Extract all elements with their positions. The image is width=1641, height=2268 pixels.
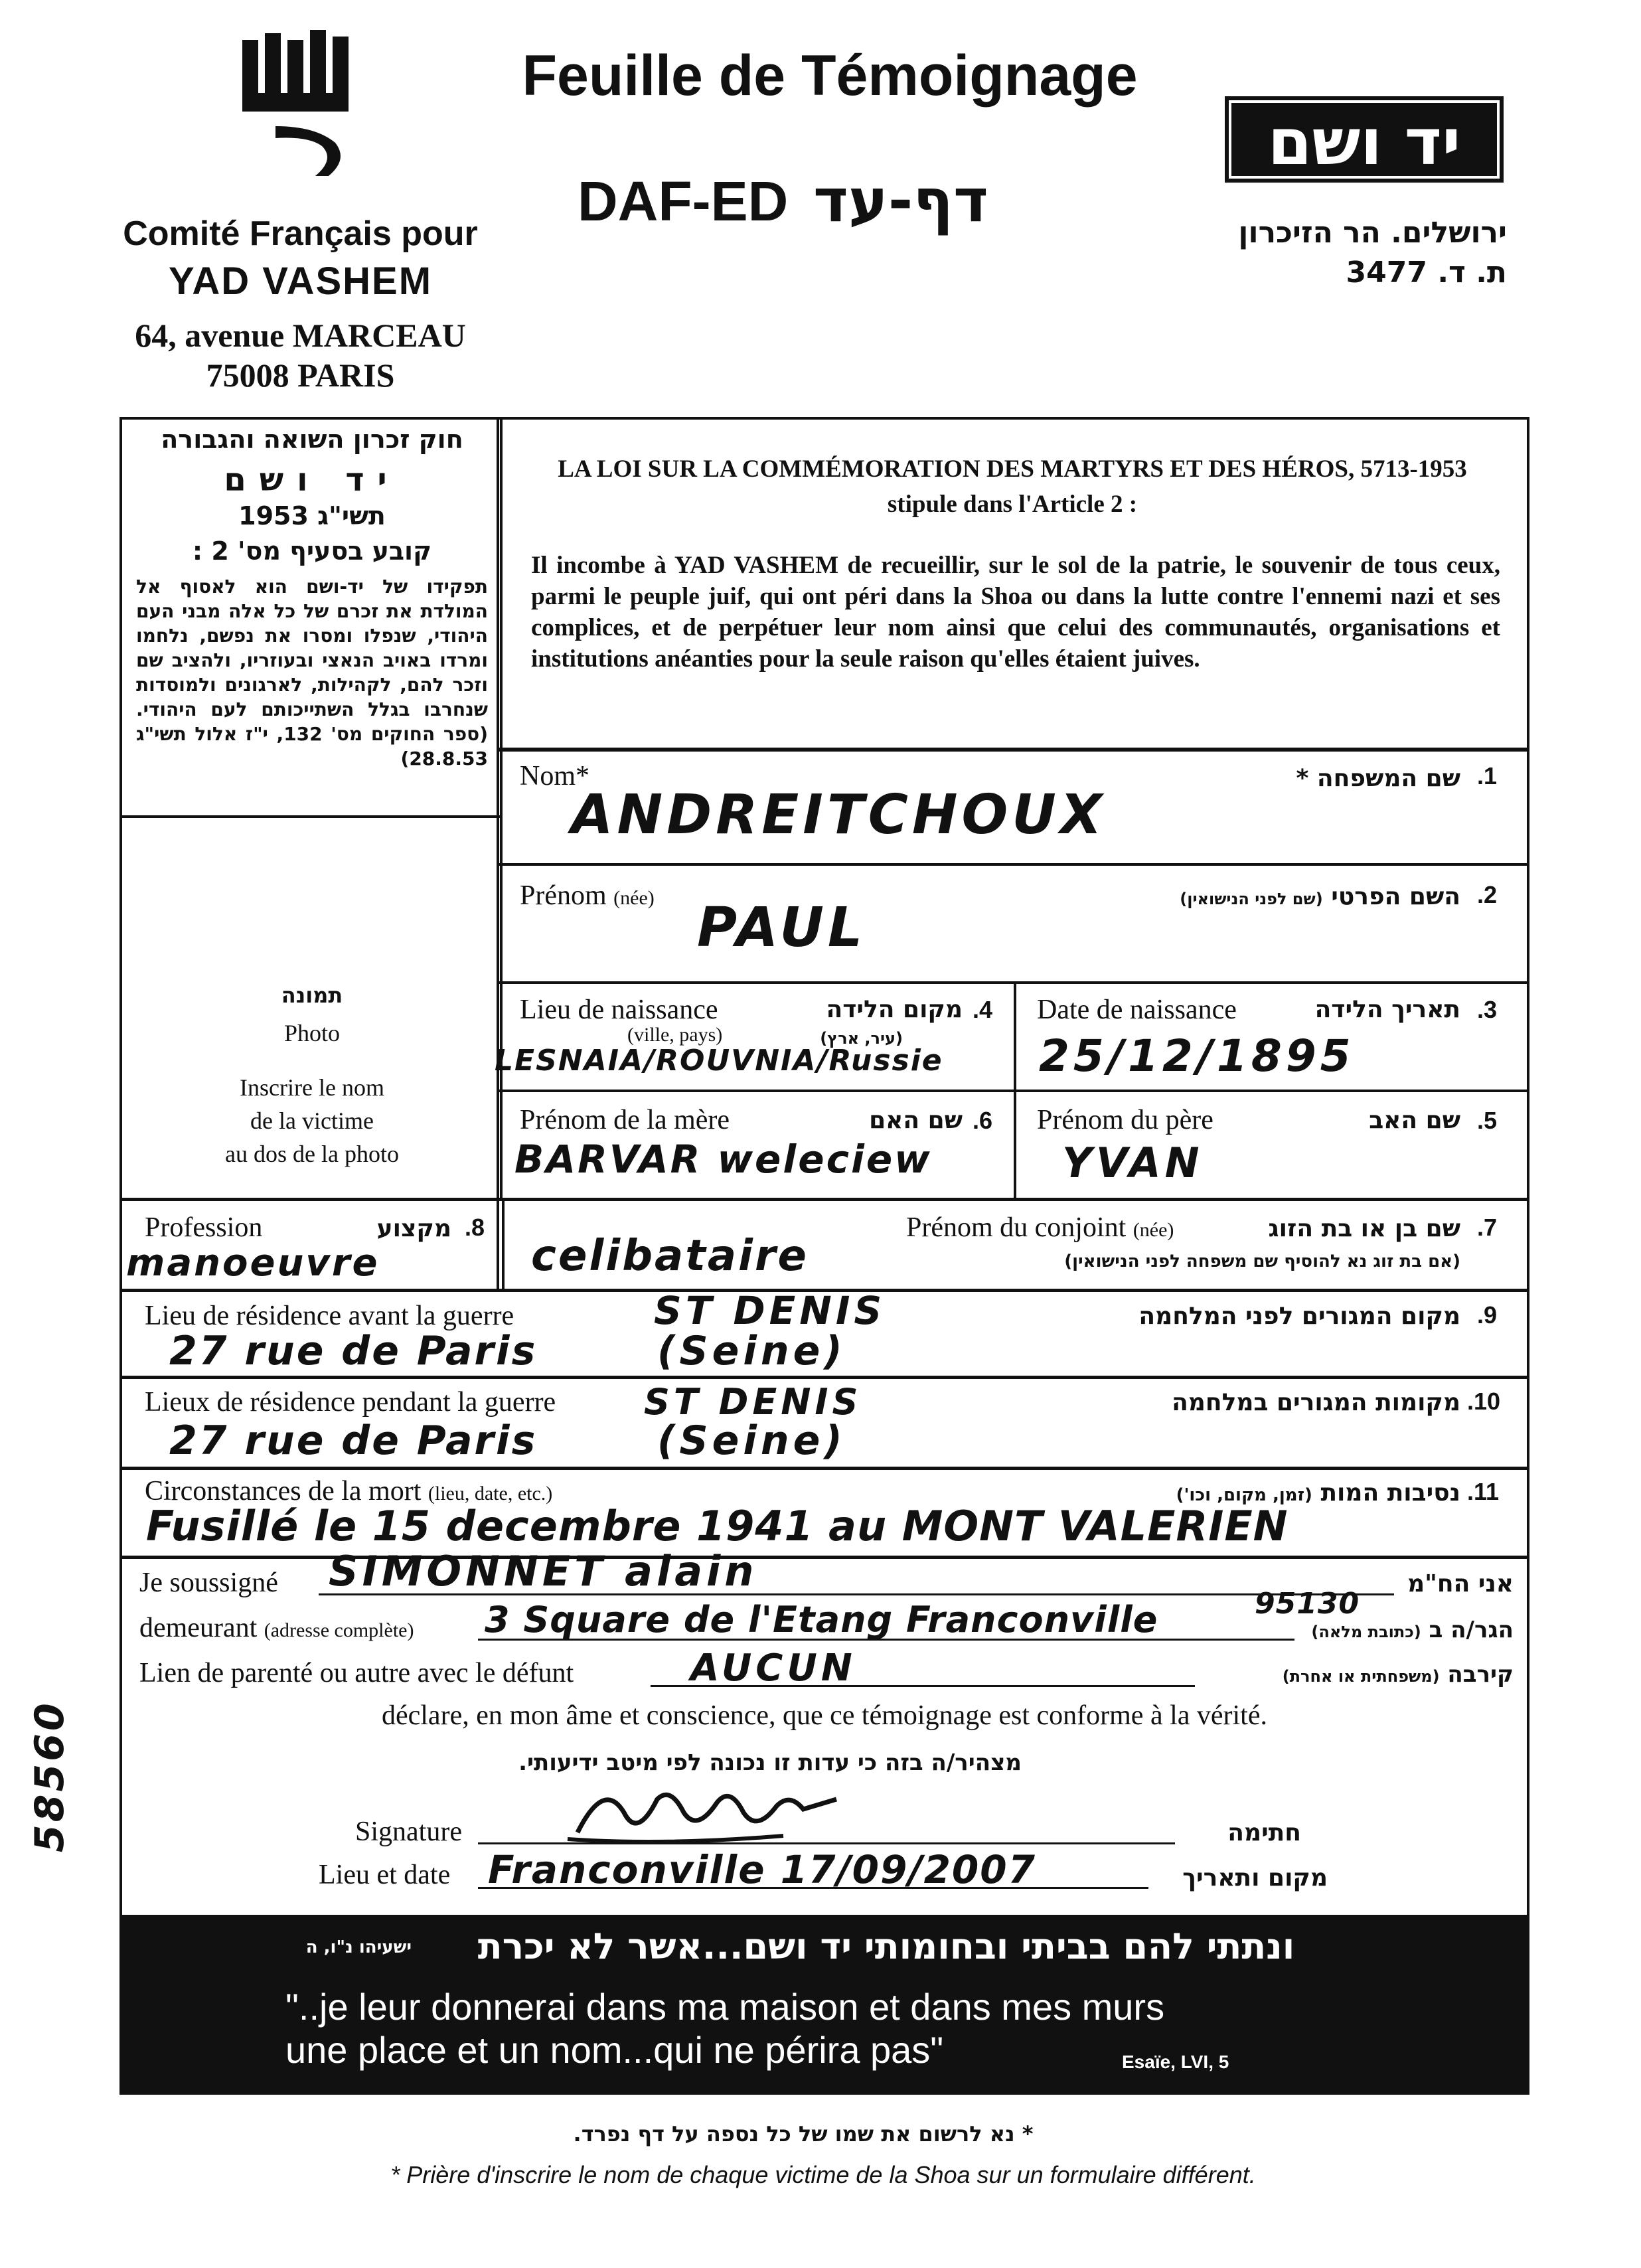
nom-value[interactable]: ANDREITCHOUX [571, 783, 1107, 847]
lieu-date-heb-label: מקום ותאריך [1182, 1864, 1328, 1892]
lieu-naissance-heb-sub: (עיר, ארץ) [820, 1029, 903, 1048]
signature-label: Signature [355, 1817, 462, 1847]
photo-label: Photo [283, 1020, 341, 1046]
law-heb-line2: יד ושם [224, 461, 400, 499]
conjoint-number: .7 [1477, 1214, 1498, 1241]
banner-fr-ref: Esaïe, LVI, 5 [1122, 2052, 1229, 2072]
menorah-logo-icon [236, 27, 368, 179]
circonstances-value[interactable]: Fusillé le 15 decembre 1941 au MONT VALERIEN [146, 1502, 1289, 1550]
prenom-value[interactable]: PAUL [697, 896, 867, 959]
lieu-naissance-sub: (ville, pays) [627, 1024, 723, 1046]
margin-number: 58560 [27, 1700, 73, 1852]
profession-label: Profession [145, 1212, 263, 1243]
residence-pendant-value3[interactable]: (Seine) [657, 1418, 846, 1464]
prenom-mere-number: .6 [973, 1107, 993, 1134]
lieu-naissance-label: Lieu de naissance [520, 995, 718, 1025]
photo-heb: תמונה [281, 983, 343, 1008]
banner-fr-line2: une place et un nom...qui ne périra pas" [285, 2029, 944, 2071]
law-french-subtitle: stipule dans l'Article 2 : [887, 491, 1138, 518]
subtitle-latin: DAF-ED [578, 170, 789, 232]
law-french-body: Il incombe à YAD VASHEM de recueillir, sur le sol de la patrie, le souvenir de tous ceux, parmi le peuple juif, qui ont péri dans la Shoa ou dans la lutte contre l'ennemi nazi et ses complices, et de perpétuer leur nom ainsi que celui des communautés, organisations et institutions anéanties pour la seule raison qu'elles étaient juives. [531, 552, 1500, 673]
lieu-naissance-heb-label: מקום הלידה [826, 996, 963, 1023]
residence-pendant-heb-label: מקומות המגורים במלחמה [1172, 1389, 1460, 1416]
org-line2: YAD VASHEM [168, 260, 433, 303]
signature-heb-label: חתימה [1227, 1819, 1301, 1846]
declare-heb: מצהיר/ה בזה כי עדות זו נכונה לפי מיטב ידיעותי. [518, 1749, 1022, 1776]
photo-note3: au dos de la photo [225, 1141, 399, 1167]
residence-avant-heb-label: מקום המגורים לפני המלחמה [1138, 1303, 1460, 1330]
signature-scribble[interactable] [564, 1773, 850, 1852]
prenom-number: .2 [1477, 881, 1498, 908]
photo-note1: Inscrire le nom [240, 1074, 384, 1101]
prenom-mere-heb-label: שם האם [869, 1107, 963, 1134]
residence-avant-label: Lieu de résidence avant la guerre [145, 1301, 514, 1331]
conjoint-heb-label: שם בן או בת הזוג [1268, 1215, 1460, 1242]
law-heb-line3: תשי"ג 1953 [238, 501, 386, 530]
residence-avant-number: .9 [1477, 1301, 1498, 1329]
org-line1: Comité Français pour [123, 214, 478, 253]
prenom-pere-value[interactable]: YVAN [1062, 1139, 1204, 1187]
residence-avant-value3[interactable]: (Seine) [657, 1328, 846, 1374]
prenom-heb-label: השם הפרטי (שם לפני הנישואין) [1180, 883, 1460, 910]
page-title: Feuille de Témoignage [522, 44, 1138, 108]
soussigne-value[interactable]: SIMONNET alain [329, 1547, 758, 1595]
date-naissance-label: Date de naissance [1037, 995, 1237, 1025]
nom-heb-label: שם המשפחה * [1296, 765, 1460, 792]
circonstances-heb-label: נסיבות המות (זמן, מקום, וכו') [1176, 1479, 1460, 1506]
banner-fr-line1: "..je leur donnerai dans ma maison et dans mes murs [285, 1986, 1165, 2028]
lien-value[interactable]: AUCUN [690, 1647, 856, 1690]
residence-pendant-number: .10 [1467, 1388, 1501, 1415]
footer-heb-note: * נא לרשום את שמו של כל נספה על דף נפרד. [573, 2121, 1034, 2146]
prenom-mere-label: Prénom de la mère [520, 1105, 730, 1135]
prenom-mere-value[interactable]: BARVAR weleciew [514, 1137, 932, 1182]
lieu-date-label: Lieu et date [319, 1860, 451, 1890]
profession-heb-label: מקצוע [376, 1215, 451, 1242]
nom-number: .1 [1477, 762, 1498, 789]
lien-heb-label: קירבה (משפחתית או אחרת) [1282, 1661, 1514, 1688]
profession-value[interactable]: manoeuvre [126, 1242, 380, 1285]
lieu-naissance-value[interactable]: LESNAIA/ROUVNIA/Russie [495, 1044, 943, 1078]
banner-hebrew-ref: ישעיהו נ"ו, ה [305, 1937, 412, 1957]
photo-note2: de la victime [250, 1107, 374, 1134]
date-naissance-value[interactable]: 25/12/1895 [1039, 1030, 1355, 1082]
law-heb-body: תפקידו של יד-ושם הוא לאסוף אל המולדת את זכרם של כל אלה מבני העם היהודי, שנפלו ומסרו את נפשם, נלחמו ומרדו באויב הנאצי ובעוזריו, ולהציב שם וזכר להם, לקהילות, לארגונים ולמוסדות שנחרבו בגלל השתייכותם לעם היהודי. (ספר החוקים מס' 132, י"ז אלול תשי"ג 28.8.53) [136, 576, 489, 770]
demeurant-label: demeurant (adresse complète) [139, 1613, 414, 1643]
profession-number: .8 [465, 1214, 485, 1241]
yad-vashem-logo: יד ושם [1225, 96, 1504, 183]
subtitle-hebrew: דף-עד [813, 166, 988, 236]
residence-pendant-value2[interactable]: 27 rue de Paris [169, 1418, 538, 1464]
residence-pendant-value1[interactable]: ST DENIS [644, 1381, 862, 1423]
prenom-pere-heb-label: שם האב [1369, 1107, 1460, 1134]
date-naissance-heb-label: תאריך הלידה [1314, 996, 1460, 1023]
lien-label: Lien de parenté ou autre avec le défunt [139, 1658, 574, 1688]
date-naissance-number: .3 [1477, 996, 1498, 1023]
po-box: ת. ד. 3477 [1346, 256, 1507, 289]
residence-avant-value2[interactable]: 27 rue de Paris [169, 1328, 538, 1374]
lieu-date-value[interactable]: Franconville 17/09/2007 [488, 1847, 1036, 1892]
demeurant-value[interactable]: 3 Square de l'Etang Franconville [485, 1599, 1158, 1641]
demeurant-heb-label: הגר/ה ב (כתובת מלאה) [1311, 1617, 1514, 1643]
footer-fr-note: * Prière d'inscrire le nom de chaque victime de la Shoa sur un formulaire différent. [390, 2161, 1256, 2188]
lieu-naissance-number: .4 [973, 996, 993, 1023]
circonstances-label: Circonstances de la mort (lieu, date, etc.) [145, 1476, 553, 1506]
soussigne-heb-label: אני הח"מ [1407, 1570, 1514, 1597]
jerusalem-line: ירושלים. הר הזיכרון [1238, 216, 1507, 250]
nom-label: Nom* [520, 761, 589, 791]
declare-text: déclare, en mon âme et conscience, que ce témoignage est conforme à la vérité. [381, 1700, 1267, 1731]
soussigne-label: Je soussigné [139, 1568, 278, 1598]
org-address2: 75008 PARIS [206, 357, 395, 394]
residence-avant-value1[interactable]: ST DENIS [654, 1288, 886, 1333]
conjoint-value[interactable]: celibataire [531, 1232, 809, 1281]
org-address1: 64, avenue MARCEAU [135, 317, 466, 354]
prenom-pere-label: Prénom du père [1037, 1105, 1213, 1135]
law-french-title: LA LOI SUR LA COMMÉMORATION DES MARTYRS ET DES HÉROS, 5713-1953 [558, 455, 1467, 483]
law-heb-line4: קובע בסעיף מס' 2 : [192, 536, 432, 566]
residence-pendant-label: Lieux de résidence pendant la guerre [145, 1387, 556, 1418]
conjoint-label: Prénom du conjoint (née) [906, 1212, 1174, 1243]
prenom-pere-number: .5 [1477, 1107, 1498, 1134]
demeurant-zip[interactable]: 95130 [1255, 1587, 1360, 1621]
conjoint-heb-note: (אם בת זוג נא להוסיף שם משפחה לפני הנישואין) [1064, 1252, 1460, 1271]
law-heb-line1: חוק זכרון השואה והגבורה [161, 425, 463, 454]
prenom-label: Prénom (née) [520, 880, 655, 911]
banner-hebrew-quote: ונתתי להם בביתי ובחומותי יד ושם...אשר לא יכרת [477, 1925, 1295, 1967]
circonstances-number: .11 [1467, 1478, 1500, 1505]
